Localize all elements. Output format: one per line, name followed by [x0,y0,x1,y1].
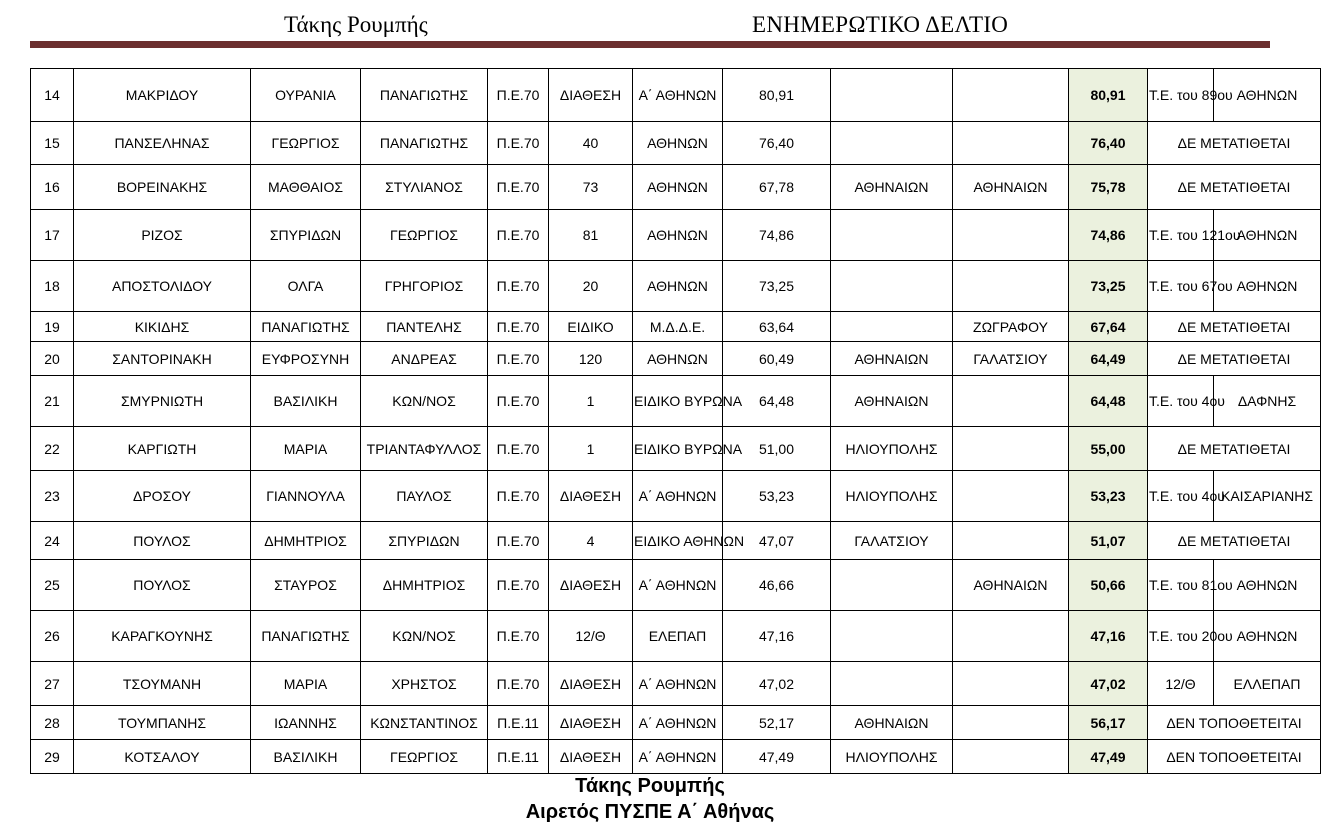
cell-points: 51,00 [723,427,831,471]
cell-preference-1 [831,122,953,165]
cell-surname: ΔΡΟΣΟΥ [74,471,251,522]
cell-points: 63,64 [723,312,831,342]
cell-specialty: Π.Ε.70 [488,261,549,312]
header-rule [30,41,1270,48]
cell-number: 24 [31,522,74,560]
cell-father-name: ΠΑΝΤΕΛΗΣ [361,312,488,342]
cell-father-name: ΓΕΩΡΓΙΟΣ [361,210,488,261]
cell-school: Α΄ ΑΘΗΝΩΝ [633,471,723,522]
cell-specialty: Π.Ε.70 [488,560,549,611]
cell-specialty: Π.Ε.70 [488,342,549,376]
cell-school: ΑΘΗΝΩΝ [633,261,723,312]
cell-school: ΑΘΗΝΩΝ [633,165,723,210]
cell-name: ΠΑΝΑΓΙΩΤΗΣ [251,312,361,342]
cell-result: ΔΕ ΜΕΤΑΤΙΘΕΤΑΙ [1148,312,1321,342]
cell-name: ΒΑΣΙΛΙΚΗ [251,740,361,774]
transfers-table [30,68,1321,774]
cell-preference-1: ΗΛΙΟΥΠΟΛΗΣ [831,427,953,471]
cell-school: ΕΛΕΠΑΠ [633,611,723,662]
cell-organic: 40 [549,122,633,165]
cell-number: 18 [31,261,74,312]
cell-organic: ΔΙΑΘΕΣΗ [549,471,633,522]
table-row [31,165,1321,210]
cell-number: 29 [31,740,74,774]
cell-surname: ΚΑΡΑΓΚΟΥΝΗΣ [74,611,251,662]
cell-preference-1 [831,69,953,122]
cell-surname: ΚΟΤΣΑΛΟΥ [74,740,251,774]
cell-preference-1 [831,210,953,261]
cell-father-name: ΠΑΝΑΓΙΩΤΗΣ [361,69,488,122]
cell-organic: 73 [549,165,633,210]
footer-role: Αιρετός ΠΥΣΠΕ Α΄ Αθήνας [525,801,775,823]
cell-number: 16 [31,165,74,210]
cell-points: 47,07 [723,522,831,560]
table-row [31,122,1321,165]
cell-number: 21 [31,376,74,427]
cell-total-points: 73,25 [1069,261,1148,312]
cell-school: Α΄ ΑΘΗΝΩΝ [633,740,723,774]
table-row [31,312,1321,342]
cell-specialty: Π.Ε.70 [488,611,549,662]
cell-surname: ΑΠΟΣΤΟΛΙΔΟΥ [74,261,251,312]
cell-preference-1: ΑΘΗΝΑΙΩΝ [831,165,953,210]
cell-father-name: ΓΕΩΡΓΙΟΣ [361,740,488,774]
cell-result-area: ΑΘΗΝΩΝ [1214,69,1321,122]
cell-number: 28 [31,706,74,740]
cell-father-name: ΠΑΥΛΟΣ [361,471,488,522]
cell-surname: ΣΑΝΤΟΡΙΝΑΚΗ [74,342,251,376]
cell-total-points: 47,02 [1069,662,1148,706]
cell-surname: ΚΑΡΓΙΩΤΗ [74,427,251,471]
cell-preference-2 [953,471,1069,522]
cell-school: Α΄ ΑΘΗΝΩΝ [633,69,723,122]
cell-result-area: ΔΑΦΝΗΣ [1214,376,1321,427]
cell-father-name: ΔΗΜΗΤΡΙΟΣ [361,560,488,611]
cell-school: ΑΘΗΝΩΝ [633,342,723,376]
cell-preference-2 [953,611,1069,662]
cell-number: 23 [31,471,74,522]
cell-total-points: 51,07 [1069,522,1148,560]
cell-name: ΣΠΥΡΙΔΩΝ [251,210,361,261]
cell-points: 76,40 [723,122,831,165]
table-row [31,471,1321,522]
cell-preference-2 [953,706,1069,740]
cell-father-name: ΚΩΝΣΤΑΝΤΙΝΟΣ [361,706,488,740]
cell-total-points: 55,00 [1069,427,1148,471]
cell-total-points: 64,49 [1069,342,1148,376]
cell-name: ΜΑΡΙΑ [251,662,361,706]
cell-number: 19 [31,312,74,342]
cell-school: ΕΙΔΙΚΟ ΑΘΗΝΩΝ [633,522,723,560]
cell-name: ΜΑΡΙΑ [251,427,361,471]
cell-preference-1: ΗΛΙΟΥΠΟΛΗΣ [831,471,953,522]
cell-number: 22 [31,427,74,471]
cell-father-name: ΚΩΝ/ΝΟΣ [361,376,488,427]
cell-surname: ΡΙΖΟΣ [74,210,251,261]
cell-preference-2: ΓΑΛΑΤΣΙΟΥ [953,342,1069,376]
cell-specialty: Π.Ε.70 [488,522,549,560]
cell-specialty: Π.Ε.70 [488,471,549,522]
footer-name: Τάκης Ρουμπής [575,775,725,797]
cell-specialty: Π.Ε.11 [488,740,549,774]
cell-surname: ΣΜΥΡΝΙΩΤΗ [74,376,251,427]
table-row [31,560,1321,611]
cell-te-label: Τ.Ε. του 121ου [1148,210,1214,261]
cell-name: ΠΑΝΑΓΙΩΤΗΣ [251,611,361,662]
cell-preference-2 [953,662,1069,706]
cell-preference-2 [953,122,1069,165]
cell-school: Α΄ ΑΘΗΝΩΝ [633,560,723,611]
cell-organic: 12/Θ [549,611,633,662]
cell-result-area: ΑΘΗΝΩΝ [1214,261,1321,312]
cell-preference-1 [831,261,953,312]
cell-preference-1 [831,312,953,342]
cell-organic: ΔΙΑΘΕΣΗ [549,662,633,706]
cell-father-name: ΑΝΔΡΕΑΣ [361,342,488,376]
table-row [31,427,1321,471]
cell-organic: ΔΙΑΘΕΣΗ [549,560,633,611]
cell-surname: ΠΟΥΛΟΣ [74,560,251,611]
cell-points: 46,66 [723,560,831,611]
cell-total-points: 50,66 [1069,560,1148,611]
cell-name: ΔΗΜΗΤΡΙΟΣ [251,522,361,560]
cell-school: ΑΘΗΝΩΝ [633,122,723,165]
table-row [31,342,1321,376]
cell-total-points: 80,91 [1069,69,1148,122]
cell-preference-2 [953,522,1069,560]
cell-te-label: Τ.Ε. του 4ου [1148,471,1214,522]
cell-surname: ΤΟΥΜΠΑΝΗΣ [74,706,251,740]
cell-preference-2: ΑΘΗΝΑΙΩΝ [953,165,1069,210]
cell-school: Α΄ ΑΘΗΝΩΝ [633,662,723,706]
cell-total-points: 67,64 [1069,312,1148,342]
cell-result: ΔΕ ΜΕΤΑΤΙΘΕΤΑΙ [1148,522,1321,560]
table-row [31,740,1321,774]
cell-number: 17 [31,210,74,261]
cell-preference-2 [953,740,1069,774]
cell-result: ΔΕ ΜΕΤΑΤΙΘΕΤΑΙ [1148,427,1321,471]
cell-surname: ΤΣΟΥΜΑΝΗ [74,662,251,706]
cell-te-label: Τ.Ε. του 67ου [1148,261,1214,312]
cell-name: ΟΛΓΑ [251,261,361,312]
cell-result: ΔΕ ΜΕΤΑΤΙΘΕΤΑΙ [1148,122,1321,165]
cell-total-points: 74,86 [1069,210,1148,261]
cell-specialty: Π.Ε.70 [488,427,549,471]
cell-father-name: ΠΑΝΑΓΙΩΤΗΣ [361,122,488,165]
cell-total-points: 47,49 [1069,740,1148,774]
cell-result: ΔΕ ΜΕΤΑΤΙΘΕΤΑΙ [1148,165,1321,210]
cell-surname: ΠΟΥΛΟΣ [74,522,251,560]
cell-father-name: ΚΩΝ/ΝΟΣ [361,611,488,662]
cell-preference-1: ΗΛΙΟΥΠΟΛΗΣ [831,740,953,774]
cell-result-area: ΚΑΙΣΑΡΙΑΝΗΣ [1214,471,1321,522]
cell-preference-1: ΓΑΛΑΤΣΙΟΥ [831,522,953,560]
table-row [31,522,1321,560]
cell-father-name: ΣΠΥΡΙΔΩΝ [361,522,488,560]
cell-preference-2 [953,210,1069,261]
table-row [31,662,1321,706]
header-title: ΕΝΗΜΕΡΩΤΙΚΟ ΔΕΛΤΙΟ [752,12,1009,37]
cell-total-points: 53,23 [1069,471,1148,522]
cell-school: ΕΙΔΙΚΟ ΒΥΡΩΝΑ [633,376,723,427]
cell-preference-1 [831,611,953,662]
cell-points: 74,86 [723,210,831,261]
table-row [31,261,1321,312]
cell-organic: ΔΙΑΘΕΣΗ [549,740,633,774]
cell-preference-2 [953,261,1069,312]
cell-result: ΔΕ ΜΕΤΑΤΙΘΕΤΑΙ [1148,342,1321,376]
cell-total-points: 56,17 [1069,706,1148,740]
cell-preference-2 [953,376,1069,427]
cell-preference-2: ΖΩΓΡΑΦΟΥ [953,312,1069,342]
cell-specialty: Π.Ε.70 [488,69,549,122]
cell-preference-2 [953,427,1069,471]
cell-organic: ΔΙΑΘΕΣΗ [549,706,633,740]
cell-te-label: Τ.Ε. του 20ου [1148,611,1214,662]
cell-preference-2 [953,69,1069,122]
cell-specialty: Π.Ε.70 [488,662,549,706]
cell-organic: ΕΙΔΙΚΟ [549,312,633,342]
cell-number: 26 [31,611,74,662]
cell-organic: ΔΙΑΘΕΣΗ [549,69,633,122]
cell-name: ΓΙΑΝΝΟΥΛΑ [251,471,361,522]
cell-preference-1 [831,662,953,706]
cell-points: 64,48 [723,376,831,427]
cell-school: ΕΙΔΙΚΟ ΒΥΡΩΝΑ [633,427,723,471]
cell-organic: 4 [549,522,633,560]
cell-total-points: 47,16 [1069,611,1148,662]
cell-points: 80,91 [723,69,831,122]
cell-total-points: 75,78 [1069,165,1148,210]
cell-preference-1: ΑΘΗΝΑΙΩΝ [831,376,953,427]
cell-points: 47,02 [723,662,831,706]
table-body [31,69,1321,774]
cell-result: ΔΕΝ ΤΟΠΟΘΕΤΕΙΤΑΙ [1148,740,1321,774]
cell-name: ΟΥΡΑΝΙΑ [251,69,361,122]
cell-points: 53,23 [723,471,831,522]
cell-points: 47,49 [723,740,831,774]
cell-total-points: 76,40 [1069,122,1148,165]
table-row [31,69,1321,122]
cell-preference-1 [831,560,953,611]
header-author: Τάκης Ρουμπής [284,12,428,37]
cell-surname: ΜΑΚΡΙΔΟΥ [74,69,251,122]
cell-points: 73,25 [723,261,831,312]
cell-father-name: ΧΡΗΣΤΟΣ [361,662,488,706]
cell-name: ΓΕΩΡΓΙΟΣ [251,122,361,165]
cell-specialty: Π.Ε.70 [488,312,549,342]
cell-te-label: Τ.Ε. του 4ου [1148,376,1214,427]
cell-specialty: Π.Ε.70 [488,376,549,427]
cell-name: ΕΥΦΡΟΣΥΝΗ [251,342,361,376]
cell-preference-2: ΑΘΗΝΑΙΩΝ [953,560,1069,611]
cell-surname: ΒΟΡΕΙΝΑΚΗΣ [74,165,251,210]
cell-surname: ΚΙΚΙΔΗΣ [74,312,251,342]
cell-specialty: Π.Ε.70 [488,122,549,165]
cell-organic: 1 [549,427,633,471]
cell-school: ΑΘΗΝΩΝ [633,210,723,261]
cell-name: ΣΤΑΥΡΟΣ [251,560,361,611]
cell-organic: 1 [549,376,633,427]
cell-name: ΙΩΑΝΝΗΣ [251,706,361,740]
cell-preference-1: ΑΘΗΝΑΙΩΝ [831,342,953,376]
cell-father-name: ΣΤΥΛΙΑΝΟΣ [361,165,488,210]
cell-school: Α΄ ΑΘΗΝΩΝ [633,706,723,740]
cell-school: Μ.Δ.Δ.Ε. [633,312,723,342]
cell-te-label: Τ.Ε. του 81ου [1148,560,1214,611]
cell-organic: 120 [549,342,633,376]
cell-specialty: Π.Ε.70 [488,210,549,261]
table-row [31,210,1321,261]
cell-result-area: ΑΘΗΝΩΝ [1214,210,1321,261]
cell-number: 27 [31,662,74,706]
cell-result-area: ΑΘΗΝΩΝ [1214,611,1321,662]
cell-number: 15 [31,122,74,165]
cell-te-label: 12/Θ [1148,662,1214,706]
cell-number: 20 [31,342,74,376]
cell-number: 14 [31,69,74,122]
cell-name: ΜΑΘΘΑΙΟΣ [251,165,361,210]
cell-organic: 20 [549,261,633,312]
table-row [31,706,1321,740]
cell-father-name: ΤΡΙΑΝΤΑΦΥΛΛΟΣ [361,427,488,471]
cell-points: 67,78 [723,165,831,210]
table-row [31,611,1321,662]
cell-surname: ΠΑΝΣΕΛΗΝΑΣ [74,122,251,165]
cell-te-label: Τ.Ε. του 89ου [1148,69,1214,122]
cell-result: ΔΕΝ ΤΟΠΟΘΕΤΕΙΤΑΙ [1148,706,1321,740]
cell-total-points: 64,48 [1069,376,1148,427]
cell-result-area: ΑΘΗΝΩΝ [1214,560,1321,611]
cell-number: 25 [31,560,74,611]
cell-father-name: ΓΡΗΓΟΡΙΟΣ [361,261,488,312]
cell-specialty: Π.Ε.70 [488,165,549,210]
cell-points: 52,17 [723,706,831,740]
cell-points: 47,16 [723,611,831,662]
cell-preference-1: ΑΘΗΝΑΙΩΝ [831,706,953,740]
cell-points: 60,49 [723,342,831,376]
cell-organic: 81 [549,210,633,261]
table-row [31,376,1321,427]
cell-specialty: Π.Ε.11 [488,706,549,740]
cell-result-area: ΕΛΛΕΠΑΠ [1214,662,1321,706]
cell-name: ΒΑΣΙΛΙΚΗ [251,376,361,427]
